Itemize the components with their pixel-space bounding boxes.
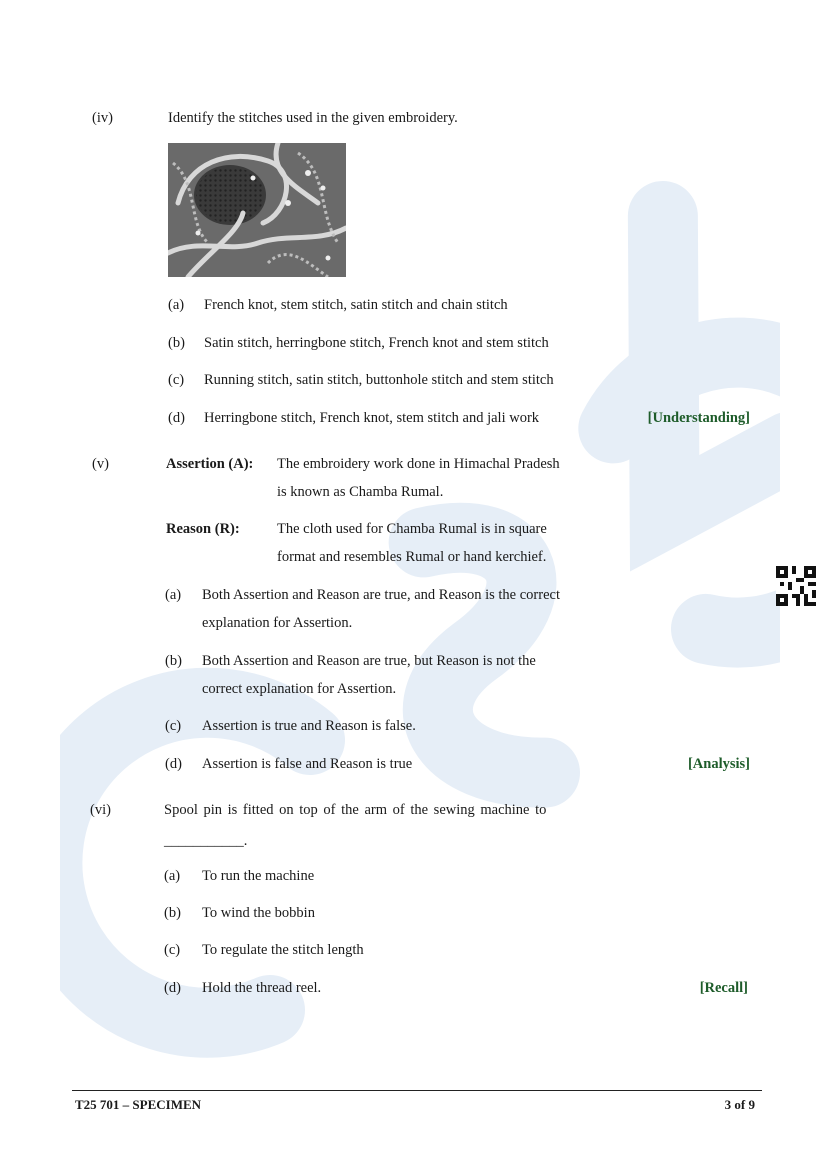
- option-label: (d): [168, 410, 185, 426]
- option-text: Both Assertion and Reason are true, and Reason is the correct: [202, 587, 560, 603]
- question-number-vi: (vi): [90, 802, 111, 818]
- option-text: correct explanation for Assertion.: [202, 681, 397, 697]
- cognitive-level-tag: [Understanding]: [647, 410, 750, 426]
- option-text: Satin stitch, herringbone stitch, French knot and stem stitch: [204, 335, 549, 351]
- embroidery-photo: [168, 143, 346, 277]
- footer-divider: [72, 1090, 762, 1091]
- option-label: (a): [168, 297, 185, 313]
- assertion-text: is known as Chamba Rumal.: [277, 484, 444, 500]
- option-label: (c): [165, 718, 182, 734]
- question-number-v: (v): [92, 456, 109, 472]
- footer-paper-code: T25 701 – SPECIMEN: [75, 1097, 202, 1112]
- question-number-iv: (iv): [92, 110, 113, 126]
- assertion-text: The embroidery work done in Himachal Pradesh: [277, 456, 560, 472]
- option-label: (a): [165, 587, 182, 603]
- reason-text: format and resembles Rumal or hand kerchief.: [277, 549, 547, 565]
- reason-label: Reason (R):: [166, 521, 240, 537]
- option-text: French knot, stem stitch, satin stitch and chain stitch: [204, 297, 508, 313]
- option-label: (c): [164, 942, 181, 958]
- qr-code-icon: [776, 566, 816, 606]
- option-text: To regulate the stitch length: [202, 942, 364, 958]
- question-text-vi: Spool pin is fitted on top of the arm of the sewing machine to: [164, 802, 547, 818]
- question-text-iv: Identify the stitches used in the given embroidery.: [168, 110, 458, 126]
- option-text: Both Assertion and Reason are true, but Reason is not the: [202, 653, 536, 669]
- option-label: (c): [168, 372, 185, 388]
- option-text: Assertion is true and Reason is false.: [202, 718, 416, 734]
- option-text: To wind the bobbin: [202, 905, 315, 921]
- option-label: (a): [164, 868, 181, 884]
- option-text: Running stitch, satin stitch, buttonhole stitch and stem stitch: [204, 372, 554, 388]
- fill-in-blank: ___________.: [164, 833, 248, 849]
- option-label: (d): [165, 756, 182, 772]
- footer-page-number: 3 of 9: [724, 1097, 755, 1112]
- option-label: (b): [165, 653, 182, 669]
- option-text: To run the machine: [202, 868, 315, 884]
- option-text: Assertion is false and Reason is true: [202, 756, 413, 772]
- assertion-label: Assertion (A):: [166, 456, 254, 472]
- cognitive-level-tag: [Analysis]: [687, 756, 750, 772]
- option-text: Hold the thread reel.: [202, 980, 322, 996]
- option-label: (b): [164, 905, 181, 921]
- reason-text: The cloth used for Chamba Rumal is in square: [277, 521, 547, 537]
- option-text: explanation for Assertion.: [202, 615, 353, 631]
- option-label: (d): [164, 980, 181, 996]
- option-label: (b): [168, 335, 185, 351]
- cognitive-level-tag: [Recall]: [699, 980, 748, 996]
- option-text: Herringbone stitch, French knot, stem stitch and jali work: [204, 410, 540, 426]
